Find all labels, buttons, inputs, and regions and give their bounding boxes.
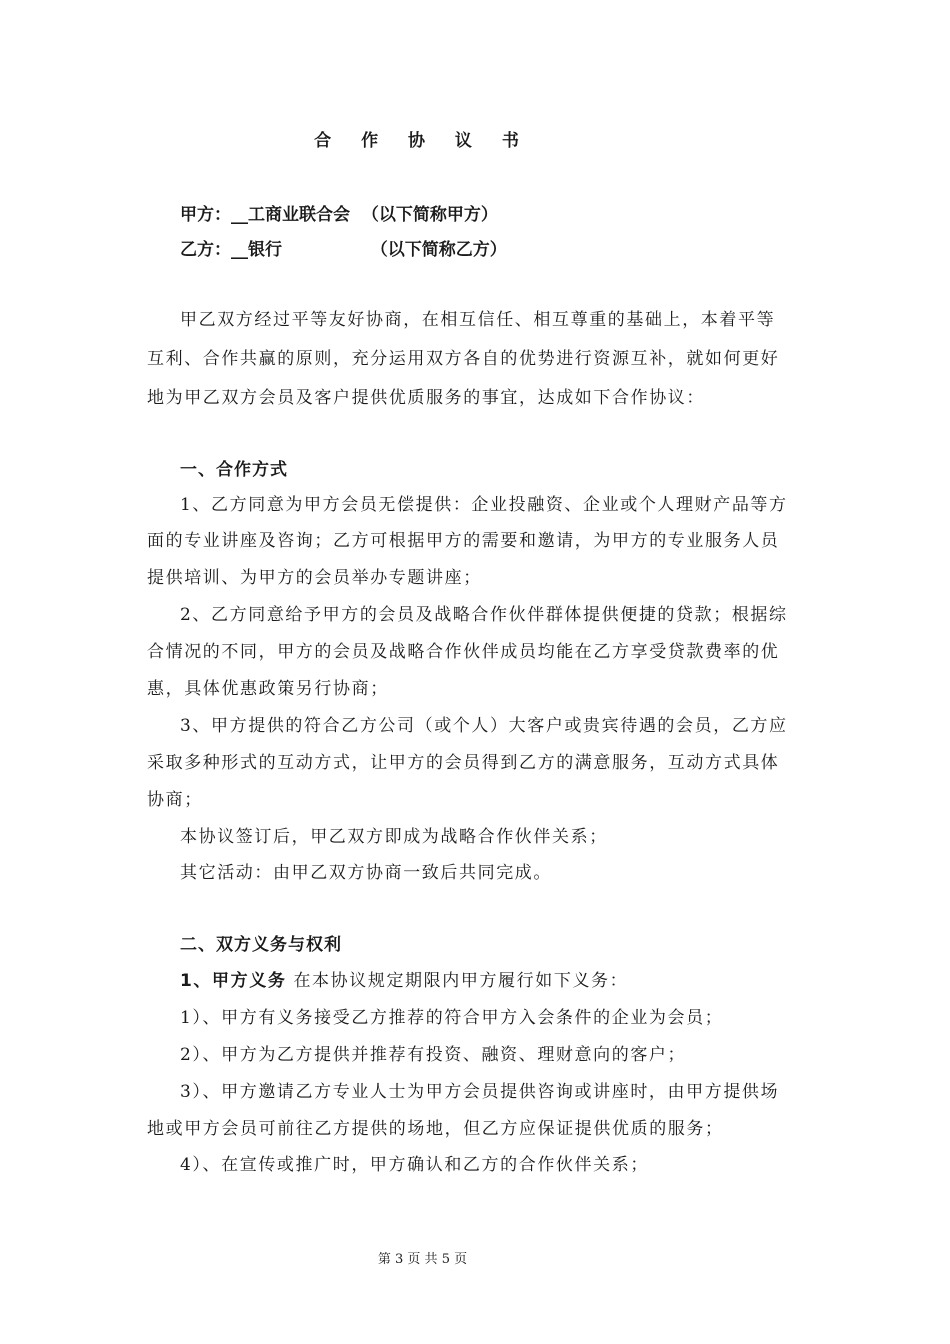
section-1-line: 惠，具体优惠政策另行协商； (147, 679, 389, 699)
section-1-line: 本协议签订后，甲乙双方即成为战略合作伙伴关系； (180, 827, 608, 847)
section-1-line: 提供培训、为甲方的会员举办专题讲座； (147, 568, 482, 588)
section-1-line: 1、乙方同意为甲方会员无偿提供：企业投融资、企业或个人理财产品等方 (180, 495, 788, 515)
section-2-subheading (180, 966, 840, 991)
intro-line: 互利、合作共赢的原则，充分运用双方各自的优势进行资源互补，就如何更好 (147, 349, 780, 369)
section-1-line: 2、乙方同意给予甲方的会员及战略合作伙伴群体提供便捷的贷款；根据综 (180, 605, 788, 625)
party-b-line: 乙方：__银行 （以下简称乙方） (180, 240, 507, 260)
section-1-line: 面的专业讲座及咨询；乙方可根据甲方的需要和邀请，为甲方的专业服务人员 (147, 531, 780, 551)
section-1-heading: 一、合作方式 (180, 460, 288, 480)
section-1-line: 其它活动：由甲乙双方协商一致后共同完成。 (180, 863, 552, 883)
party-a-line: 甲方：__工商业联合会 （以下简称甲方） (180, 205, 498, 225)
intro-line: 地为甲乙双方会员及客户提供优质服务的事宜，达成如下合作协议： (147, 388, 705, 408)
intro-line: 甲乙双方经过平等友好协商，在相互信任、相互尊重的基础上，本着平等 (180, 310, 776, 330)
party-a-obligations-text: 在本协议规定期限内甲方履行如下义务： (286, 971, 629, 991)
page-footer: 第 3 页 共 5 页 (377, 1252, 468, 1267)
section-1-line: 采取多种形式的互动方式，让甲方的会员得到乙方的满意服务，互动方式具体 (147, 753, 780, 773)
section-1-line: 协商； (147, 790, 203, 810)
section-1-line: 合情况的不同，甲方的会员及战略合作伙伴成员均能在乙方享受贷款费率的优 (147, 642, 780, 662)
section-2-line: 4）、在宣传或推广时，甲方确认和乙方的合作伙伴关系； (180, 1155, 649, 1175)
section-2-line: 1）、甲方有义务接受乙方推荐的符合甲方入会条件的企业为会员； (180, 1008, 724, 1028)
section-2-line: 3）、甲方邀请乙方专业人士为甲方会员提供咨询或讲座时，由甲方提供场 (180, 1082, 780, 1102)
section-2-line: 2）、甲方为乙方提供并推荐有投资、融资、理财意向的客户； (180, 1045, 687, 1065)
party-a-obligations-label: 1、甲方义务 (180, 971, 287, 991)
section-2-heading: 二、双方义务与权利 (180, 935, 342, 955)
document-title: 合 作 协 议 书 (314, 131, 531, 151)
section-1-line: 3、甲方提供的符合乙方公司（或个人）大客户或贵宾待遇的会员，乙方应 (180, 716, 788, 736)
section-2-line: 地或甲方会员可前往乙方提供的场地，但乙方应保证提供优质的服务； (147, 1119, 724, 1139)
